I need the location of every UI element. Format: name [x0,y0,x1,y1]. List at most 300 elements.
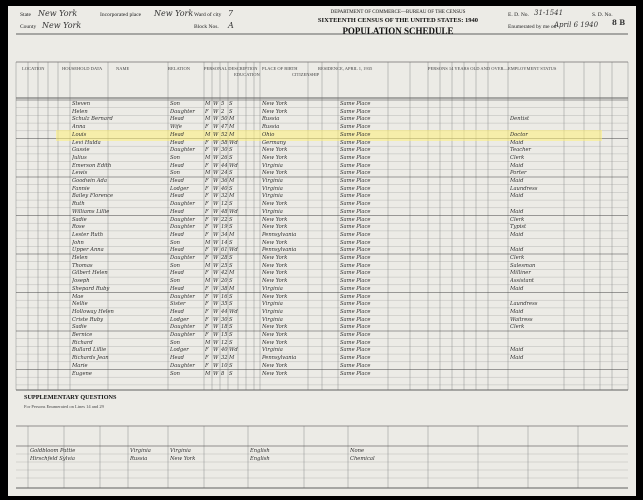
cell-relation: Son [170,154,181,161]
cell-marital: M [229,270,235,277]
cell-birthplace: Germany [262,139,286,146]
cell-race: W [213,362,219,369]
cell-relation: Head [170,355,185,362]
cell-relation: Son [170,370,181,377]
cell-race: W [213,278,219,285]
cell-birthplace: New York [262,147,288,154]
cell-name: Louis [72,131,87,138]
cell-age: 8 [221,370,225,377]
cell-sex: M [205,262,211,269]
cell-residence: Same Place [340,255,371,261]
cell-marital: Wd [229,347,238,354]
cell-race: W [213,301,219,308]
cell-birthplace: Russia [262,124,280,131]
supp-cell-birth_father: Virginia [130,448,151,454]
cell-race: W [213,116,219,123]
ward-label: Ward of city [194,12,222,18]
cell-sex: F [205,255,209,261]
cell-age: 26 [221,154,228,161]
cell-sex: F [205,270,209,277]
cell-age: 30 [221,316,228,323]
cell-race: W [213,108,219,115]
cell-residence: Same Place [340,308,371,315]
cell-marital: S [229,224,233,231]
cell-race: W [213,285,219,292]
cell-marital: S [229,370,233,377]
ed-label: E. D. No. [508,12,529,18]
cell-occupation: Maid [510,178,524,184]
cell-birthplace: New York [262,170,288,177]
cell-occupation: Clerk [510,324,525,331]
supp-cell-language: English [250,448,270,454]
cell-sex: M [205,170,211,177]
cell-age: 15 [221,332,228,338]
col-citizenship: CITIZENSHIP [292,72,320,77]
cell-race: W [213,324,219,331]
supp-cell-birth_mother: Virginia [170,448,191,454]
col-birthplace: PLACE OF BIRTH [262,66,298,71]
cell-relation: Head [170,247,185,254]
cell-race: W [213,247,219,254]
cell-occupation: Waitress [510,316,533,323]
cell-age: 44 [221,308,228,315]
cell-name: Julius [72,154,87,161]
cell-residence: Same Place [340,185,371,192]
cell-sex: F [205,139,209,146]
cell-marital: S [229,339,233,346]
cell-marital: S [229,170,233,177]
cell-birthplace: New York [262,108,288,115]
cell-name: Holloway Helen [72,308,114,315]
cell-birthplace: New York [262,270,288,277]
supp-cell-name: Hirschfeld Sylvia [30,456,76,462]
cell-birthplace: Pennsylvania [262,247,297,254]
cell-marital: Wd [229,162,238,169]
cell-residence: Same Place [340,370,371,377]
cell-name: Ruth [72,201,85,208]
cell-age: 10 [221,362,228,369]
cell-age: 19 [221,224,228,231]
cell-relation: Head [170,178,185,184]
cell-marital: S [229,278,233,285]
supp-cell-occupation: Chemical [350,456,375,462]
cell-birthplace: New York [262,293,288,300]
cell-age: 35 [221,301,228,308]
cell-marital: S [229,362,233,369]
cell-residence: Same Place [340,216,371,223]
cell-age: 32 [221,355,228,362]
cell-marital: S [229,316,233,323]
cell-race: W [213,216,219,223]
cell-name: Mae [72,293,84,300]
cell-race: W [213,347,219,354]
cell-occupation: Maid [510,347,524,354]
cell-sex: F [205,347,209,354]
cell-residence: Same Place [340,208,371,215]
cell-marital: S [229,239,233,246]
cell-sex: M [205,278,211,285]
cell-residence: Same Place [340,154,371,161]
cell-sex: F [205,355,209,362]
cell-birthplace: New York [262,239,288,246]
cell-age: 20 [221,278,228,285]
cell-age: 52 [221,131,228,138]
cell-name: Eugene [72,370,92,377]
cell-name: Lewis [72,170,88,177]
cell-relation: Lodger [170,316,189,323]
cell-race: W [213,270,219,277]
cell-name: Steven [72,101,91,107]
cell-name: Upper Anna [72,247,104,254]
cell-birthplace: New York [262,262,288,269]
cell-marital: S [229,262,233,269]
cell-residence: Same Place [340,293,371,300]
cell-race: W [213,332,219,338]
ed-value: 31-1541 [534,9,564,17]
cell-relation: Daughter [170,216,195,223]
cell-marital: S [229,324,233,331]
cell-sex: F [205,162,209,169]
cell-age: 25 [221,262,228,269]
cell-birthplace: Virginia [262,178,283,184]
cell-residence: Same Place [340,362,371,369]
cell-sex: F [205,224,209,231]
census-title: SIXTEENTH CENSUS OF THE UNITED STATES: 1940 [317,17,479,24]
cell-residence: Same Place [340,247,371,254]
cell-occupation: Maid [510,139,524,146]
cell-sex: F [205,362,209,369]
cell-name: Rose [72,224,85,231]
cell-occupation: Clerk [510,255,525,261]
cell-sex: M [205,154,211,161]
cell-marital: S [229,147,233,154]
cell-relation: Daughter [170,224,195,231]
cell-relation: Son [170,278,181,285]
cell-sex: F [205,147,209,154]
cell-sex: M [205,339,211,346]
cell-residence: Same Place [340,285,371,292]
cell-relation: Daughter [170,147,195,154]
cell-race: W [213,139,219,146]
cell-sex: F [205,108,209,115]
cell-age: 42 [221,270,228,277]
cell-occupation: Maid [510,355,524,362]
cell-name: Gussie [72,147,90,154]
cell-residence: Same Place [340,231,371,238]
cell-relation: Son [170,101,181,107]
cell-age: 24 [221,170,228,177]
cell-residence: Same Place [340,347,371,354]
cell-sex: F [205,231,209,238]
cell-age: 38 [221,285,228,292]
cell-occupation: Maid [510,162,524,169]
cell-marital: S [229,332,233,338]
cell-birthplace: New York [262,339,288,346]
cell-age: 40 [221,185,228,192]
cell-occupation: Clerk [510,216,525,223]
cell-residence: Same Place [340,316,371,323]
cell-relation: Daughter [170,293,195,300]
cell-residence: Same Place [340,162,371,169]
cell-birthplace: Virginia [262,301,283,308]
cell-race: W [213,178,219,184]
cell-name: Bailey Florence [72,193,114,200]
cell-sex: F [205,285,209,292]
cell-sex: F [205,185,209,192]
cell-name: Fannie [72,185,90,192]
cell-name: Lester Ruth [72,231,104,238]
cell-relation: Head [170,162,185,169]
block-label: Block Nos. [194,24,219,30]
cell-occupation: Teacher [510,147,532,154]
cell-name: Emerson Edith [72,162,112,169]
cell-marital: Wd [229,208,238,215]
supplementary-title: SUPPLEMENTARY QUESTIONS [24,394,117,401]
cell-age: 48 [221,208,228,215]
cell-age: 14 [221,239,228,246]
supp-cell-birth_mother: New York [170,456,196,462]
cell-sex: F [205,293,209,300]
cell-residence: Same Place [340,301,371,308]
cell-residence: Same Place [340,224,371,231]
cell-marital: S [229,255,233,261]
cell-race: W [213,193,219,200]
cell-age: 16 [221,293,228,300]
cell-race: W [213,231,219,238]
cell-age: 28 [221,255,228,261]
cell-sex: F [205,193,209,200]
col-residence: RESIDENCE, APRIL 1, 1935 [318,66,373,71]
cell-sex: M [205,116,211,123]
cell-marital: M [229,231,235,238]
cell-race: W [213,370,219,377]
cell-marital: M [229,285,235,292]
cell-name: Richards Jean [72,355,109,362]
cell-marital: M [229,131,235,138]
cell-marital: M [229,116,235,123]
place-label: Incorporated place [100,12,142,18]
cell-residence: Same Place [340,170,371,177]
cell-occupation: Maid [510,208,524,215]
cell-relation: Daughter [170,324,195,331]
cell-race: W [213,262,219,269]
cell-age: 12 [221,339,228,346]
cell-birthplace: New York [262,278,288,285]
cell-residence: Same Place [340,324,371,331]
cell-birthplace: Virginia [262,193,283,200]
cell-occupation: Maid [510,247,524,254]
cell-birthplace: New York [262,362,288,369]
cell-residence: Same Place [340,201,371,208]
cell-relation: Daughter [170,362,195,369]
col-education: EDUCATION [234,72,260,77]
cell-race: W [213,255,219,261]
cell-marital: Wd [229,247,238,254]
col-location: LOCATION [22,66,45,71]
cell-race: W [213,124,219,131]
cell-residence: Same Place [340,239,371,246]
supplementary-subtitle: For Persons Enumerated on Lines 14 and 29 [24,404,104,409]
cell-residence: Same Place [340,178,371,184]
cell-relation: Head [170,285,185,292]
cell-race: W [213,170,219,177]
place-value: New York [154,9,194,18]
cell-residence: Same Place [340,108,371,115]
cell-occupation: Porter [510,170,527,177]
cell-sex: F [205,332,209,338]
cell-residence: Same Place [340,124,371,131]
cell-name: Nellie [72,301,88,308]
cell-birthplace: Ohio [262,131,275,138]
county-label: County [20,24,37,30]
cell-occupation: Doctor [510,131,528,138]
cell-race: W [213,185,219,192]
cell-birthplace: Virginia [262,208,283,215]
cell-relation: Son [170,262,181,269]
cell-relation: Son [170,170,181,177]
cell-name: Goodwin Ada [72,178,107,184]
cell-name: Bullard Lillie [72,347,107,354]
cell-birthplace: New York [262,332,288,338]
cell-race: W [213,293,219,300]
date-value: April 6 1940 [554,21,599,29]
cell-relation: Daughter [170,108,195,115]
ward-value: 7 [228,9,234,18]
cell-residence: Same Place [340,355,371,362]
cell-sex: F [205,324,209,331]
cell-birthplace: New York [262,154,288,161]
cell-residence: Same Place [340,193,371,200]
cell-relation: Head [170,139,185,146]
block-value: A [228,21,234,30]
cell-relation: Daughter [170,201,195,208]
cell-age: 18 [221,324,228,331]
cell-sex: F [205,208,209,215]
cell-name: John [72,239,84,246]
col-personal: PERSONAL DESCRIPTION [204,66,258,71]
department-title: DEPARTMENT OF COMMERCE—BUREAU OF THE CENSUS [330,10,466,15]
cell-sex: F [205,124,209,131]
cell-birthplace: New York [262,370,288,377]
cell-name: Shepard Ruby [72,285,110,292]
state-label: State [20,12,31,18]
cell-race: W [213,201,219,208]
cell-age: 12 [221,201,228,208]
cell-residence: Same Place [340,147,371,154]
cell-relation: Daughter [170,255,195,261]
cell-residence: Same Place [340,131,371,138]
schedule-title: POPULATION SCHEDULE [342,26,454,36]
cell-marital: S [229,154,233,161]
cell-marital: M [229,355,235,362]
cell-occupation: Typist [510,224,527,231]
cell-name: Gilbert Helen [72,270,108,277]
cell-birthplace: New York [262,224,288,231]
cell-marital: M [229,124,235,131]
cell-marital: Wd [229,139,238,146]
cell-name: Sadie [72,216,87,223]
cell-race: W [213,355,219,362]
sheet-label: S. D. No. [592,12,613,18]
cell-residence: Same Place [340,116,371,123]
date-label: Enumerated by me on [508,24,557,30]
cell-name: Bernice [72,332,93,338]
cell-birthplace: New York [262,201,288,208]
cell-marital: S [229,108,233,115]
cell-residence: Same Place [340,332,371,338]
cell-relation: Head [170,231,185,238]
cell-age: 58 [221,139,228,146]
cell-marital: S [229,216,233,223]
cell-residence: Same Place [340,270,371,277]
cell-relation: Lodger [170,347,189,354]
cell-age: 50 [221,116,228,123]
cell-race: W [213,308,219,315]
state-value: New York [38,9,78,18]
cell-relation: Wife [170,124,182,131]
sheet-value: 8 B [612,18,626,27]
cell-name: Levi Hulda [72,139,101,146]
cell-relation: Lodger [170,185,189,192]
cell-name: Anna [72,124,86,131]
cell-age: 5 [221,101,225,107]
cell-relation: Head [170,131,185,138]
cell-occupation: Assistant [510,278,534,285]
cell-race: W [213,316,219,323]
cell-birthplace: Virginia [262,316,283,323]
cell-birthplace: Virginia [262,308,283,315]
cell-occupation: Salesman [510,262,536,269]
cell-sex: F [205,247,209,254]
cell-marital: S [229,201,233,208]
cell-marital: S [229,101,233,107]
cell-name: Schulz Bernard [72,116,113,123]
cell-occupation: Clerk [510,154,525,161]
cell-birthplace: Virginia [262,185,283,192]
cell-birthplace: Virginia [262,162,283,169]
cell-name: Joseph [72,278,90,285]
cell-occupation: Laundress [510,185,538,192]
cell-occupation: Maid [510,231,524,238]
cell-age: 22 [221,216,228,223]
census-sheet [8,6,636,496]
county-value: New York [42,21,82,30]
cell-birthplace: Pennsylvania [262,231,297,238]
cell-marital: M [229,178,235,184]
cell-race: W [213,239,219,246]
supp-cell-name: Goldbloom Pattie [30,448,76,454]
cell-birthplace: New York [262,255,288,261]
cell-sex: M [205,131,211,138]
cell-birthplace: Russia [262,116,280,123]
cell-relation: Sister [170,301,186,308]
cell-residence: Same Place [340,101,371,107]
cell-relation: Son [170,239,181,246]
cell-marital: S [229,301,233,308]
supp-cell-birth_father: Russia [130,456,148,462]
cell-relation: Head [170,116,185,123]
cell-sex: F [205,316,209,323]
cell-name: Marie [72,362,88,369]
cell-age: 47 [221,124,228,131]
cell-marital: S [229,293,233,300]
cell-birthplace: New York [262,101,288,107]
cell-relation: Son [170,339,181,346]
cell-birthplace: Virginia [262,285,283,292]
cell-age: 36 [221,178,228,184]
cell-sex: F [205,201,209,208]
cell-occupation: Maid [510,285,524,292]
